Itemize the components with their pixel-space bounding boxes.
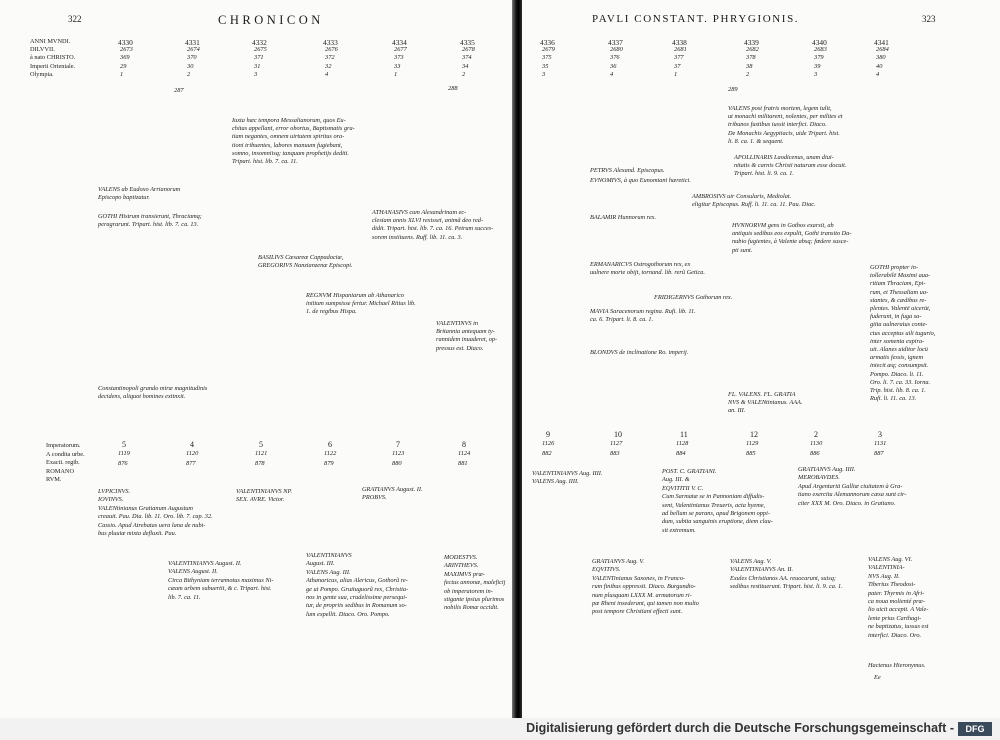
- consul-line: sedibus restituerunt. Tripart. hist. li. 9. ca. 1.: [730, 583, 843, 591]
- consul-year-label: Exacti. regib.: [46, 459, 80, 467]
- entry-line: ctus acceptus uili tugurio,: [870, 329, 936, 337]
- entry-line: APOLLINARIS Laodicenus, unam diui-: [734, 154, 834, 161]
- year-value: 2678: [462, 46, 475, 54]
- consul-line: creauit. Pau. Dia. lib. 11. Oro. lib. 7. cap. 32.: [98, 513, 213, 521]
- year-value: 39: [814, 62, 821, 70]
- year-label: ANNI MVNDI.: [30, 38, 71, 45]
- consul-line: VALENTINIANVS Aug. IIII.: [532, 470, 603, 477]
- consul-line: VALENTINIANVS An. II.: [730, 566, 794, 574]
- page-number: 323: [922, 14, 936, 24]
- entry-line: rum, et Thessaliam ua-: [870, 288, 929, 296]
- consul-year-value: 1131: [874, 440, 887, 447]
- consul-line: ad bellum se parans, apud Brigonem oppi-: [662, 510, 770, 517]
- consul-line: VALENS Aug. V.: [730, 558, 772, 565]
- consul-line: August. III.: [306, 560, 335, 568]
- entry-line: peragrarunt. Tripart. hist. lib. 7. ca. 13.: [98, 221, 199, 229]
- entry-line: nubio fugientes, à Valente absq; fœdere susce-: [732, 238, 849, 246]
- consul-line: rum finibus oppressit. Diaco. Burgundio-: [592, 583, 696, 591]
- consul-line: VALENTINIANVS NP.: [236, 488, 293, 495]
- consul-line: EQVITITII V. C.: [662, 484, 704, 492]
- year-value: 2682: [746, 46, 759, 54]
- entry-line: VALENS ab Eudoxo Arrianorum: [98, 186, 181, 193]
- entry-line: ritiam Thraciam, Epi-: [870, 280, 926, 288]
- consul-year-label: RVM.: [46, 476, 62, 484]
- entry-line: li. 8. ca. 1. & sequent.: [728, 137, 784, 145]
- year-value: 375: [542, 54, 552, 62]
- consul-year-value: 1128: [676, 440, 689, 447]
- year-value: 32: [325, 62, 332, 70]
- year-value: 2677: [394, 46, 407, 54]
- consul-year-value: 1122: [324, 450, 337, 457]
- consul-year-value: 5: [259, 440, 263, 449]
- consul-line: ob imperatorem in-: [444, 587, 493, 595]
- entry-line: stantes, & cædibus re-: [870, 296, 927, 304]
- year-value: 30: [187, 62, 194, 70]
- year-value: 33: [394, 62, 401, 70]
- consul-year-value: 886: [810, 450, 820, 457]
- consul-line: VALENS Aug. III.: [306, 568, 351, 576]
- consul-year-value: 881: [458, 460, 468, 467]
- consul-line: num plusquam LXXX M. armatorum ri-: [592, 591, 692, 599]
- consul-line: bus pluuiæ mixta defluxit. Pau.: [98, 530, 177, 537]
- year-value: 4335: [460, 38, 475, 47]
- year-value: 369: [120, 54, 130, 62]
- entry-line: an. III.: [728, 407, 746, 415]
- year-value: 29: [120, 62, 127, 70]
- footer-credit: Digitalisierung gefördert durch die Deutsche Forschungsgemeinschaft -: [526, 721, 954, 735]
- consul-line: Aug. III. &: [662, 476, 690, 484]
- entry-line: ATHANASIVS cum Alexandrinam ec-: [372, 209, 467, 216]
- consul-year-value: 1124: [458, 450, 471, 457]
- entry-line: BLONDVS de inclinatione Ro. imperij.: [590, 349, 689, 356]
- running-head: CHRONICON: [218, 13, 324, 27]
- consul-line: POST. C. GRATIANI.: [662, 468, 717, 475]
- consul-line: nobilis Romæ occidit.: [444, 604, 499, 612]
- consul-year-label: Imperatorum.: [46, 442, 81, 449]
- consul-line: IOVINVS.: [98, 496, 124, 504]
- consul-line: PROBVS.: [362, 494, 387, 502]
- consul-line: GRATIANVS August. II.: [362, 486, 423, 493]
- year-value: 370: [187, 54, 197, 62]
- consul-line: post tempore Christiani effecti sunt.: [592, 608, 683, 616]
- dfg-logo: DFG: [958, 722, 992, 736]
- year-value: 2: [187, 70, 191, 78]
- consul-line: Hactenus Hieronymus.: [868, 662, 926, 669]
- year-value: 4339: [744, 38, 759, 47]
- consul-year-value: 1129: [746, 440, 759, 447]
- consul-year-value: 878: [255, 460, 265, 467]
- entry-line: tribunos fustibus iussit interfici. Diaco.: [728, 121, 827, 129]
- consul-line: ge ut Pompo. Gruituguorũ rex, Christia-: [306, 585, 409, 593]
- consul-line: lib. 7. ca. 11.: [168, 593, 201, 601]
- consul-year-value: 1130: [810, 440, 823, 447]
- entry-line: sorem instituens. Ruff. lib. 11. ca. 3.: [372, 233, 463, 241]
- consul-line: GRATIANVS Aug. V.: [592, 558, 645, 565]
- year-value: 1: [394, 70, 398, 78]
- year-value: 3: [814, 70, 818, 78]
- year-value: 2673: [120, 46, 133, 54]
- consul-line: VALENTinianus Saxones, in Franco-: [592, 574, 685, 582]
- entry-line: FL. VALENS. FL. GRATIA: [728, 391, 796, 398]
- consul-year-value: 879: [324, 460, 334, 467]
- year-label: à nato CHRISTO.: [30, 54, 76, 62]
- year-value: 4341: [874, 38, 889, 47]
- entry-line: Pompo. Diaco. li. 11.: [870, 370, 924, 378]
- consul-line: dum, subita sanguinis eruptione, diem clau-: [662, 518, 773, 526]
- entry-line: chitas appellant, error obortus, Baptismatis gra-: [232, 125, 355, 133]
- year-value: 373: [394, 54, 404, 62]
- year-value: 378: [746, 54, 756, 62]
- consul-line: MODESTVS.: [444, 554, 478, 561]
- consul-line: tur, de propriis sedibus in Romanum so-: [306, 602, 407, 610]
- consul-line: pater. Thyrmis in Afri-: [868, 589, 925, 597]
- entry-line: REGNVM Hispaniarum ab Athanarico: [306, 292, 405, 299]
- consul-year-value: 885: [746, 450, 756, 457]
- year-value: 4334: [392, 38, 407, 47]
- consul-year-value: 1126: [542, 440, 555, 447]
- consul-line: cæam urbem subuertit, & c. Tripart. hist.: [168, 585, 272, 593]
- entry-line: nitatis & carnis Christi naturam esse docuit.: [734, 162, 847, 170]
- consul-line: GRATIANVS Aug. IIII.: [798, 466, 856, 473]
- entry-line: plentes. Valentē uicerūt,: [870, 305, 931, 312]
- year-value: 380: [876, 54, 886, 62]
- entry-line: rannidem inuaderet, op-: [436, 336, 498, 344]
- consul-year-value: 2: [814, 430, 818, 439]
- year-value: 2683: [814, 46, 827, 54]
- year-value: 2681: [674, 46, 687, 54]
- entry-line: Constantinopoli grando miræ magnitudinis: [98, 385, 208, 392]
- year-value: 4332: [252, 38, 267, 47]
- entry-line: fuderunt, in fuga sa-: [870, 313, 922, 321]
- consul-year-value: 1121: [255, 450, 268, 457]
- consul-line: MEROBAVDES.: [798, 474, 840, 482]
- consul-line: Cassio. Apud Atrebatas uera lana de nubi-: [98, 521, 206, 529]
- year-value: 374: [462, 54, 472, 62]
- entry-line: giita uulneratus conte-: [870, 321, 928, 329]
- consul-year-value: 5: [122, 440, 126, 449]
- consul-year-value: 1127: [610, 440, 623, 447]
- entry-line: clesiam annis XLVI rexisset, animã deo red-: [372, 217, 484, 225]
- year-value: 34: [462, 62, 469, 70]
- year-value: 4336: [540, 38, 555, 47]
- entry-line: 1. de regibus Hispa.: [306, 308, 357, 316]
- year-value: 3: [542, 70, 546, 78]
- year-value: 372: [325, 54, 335, 62]
- consul-line: Circa Bithyniam terræmotus maximus Ni-: [168, 576, 274, 584]
- consul-year-value: 884: [676, 450, 686, 457]
- entry-line: Iuxta hæc tempora Messalianorum, quos Eu-: [232, 117, 346, 124]
- entry-line: GOTHI Histrum transierunt, Thraciamq;: [98, 213, 202, 220]
- entry-line: Rufi. li. 11. ca. 13.: [870, 395, 917, 403]
- year-value: 2: [462, 70, 466, 78]
- left-page: [0, 0, 514, 718]
- entry-line: pressus est. Diaco.: [436, 344, 484, 352]
- entry-line: uit. Alanes uiditor locū: [870, 346, 928, 353]
- consul-line: Apud Argentariā Galliæ ciuitatem à Gra-: [798, 482, 903, 490]
- entry-line: tioni tribuentes, labores manuum fugiebant,: [232, 141, 343, 149]
- consul-year-value: 1119: [118, 450, 130, 457]
- year-value: 2680: [610, 46, 623, 54]
- entry-line: pti sunt.: [732, 246, 753, 254]
- right-page: [522, 0, 1000, 718]
- consul-line: VALENS August. II.: [168, 568, 218, 576]
- consul-line: interfici. Diaco. Oro.: [868, 631, 922, 639]
- year-value: 35: [542, 62, 549, 70]
- consul-line: Exules Christianos AA. reuocarunt, suisq;: [730, 574, 836, 582]
- entry-line: HVNNORVM gens in Gothos exarsit, ab: [732, 222, 834, 229]
- consul-line: lente prius Carthagi-: [868, 614, 922, 622]
- consul-line: Tiberius Theodosi-: [868, 581, 916, 589]
- consul-line: VALENS Aug. IIII.: [532, 478, 579, 486]
- consul-line: sent, Valentinianus Treueris, acta hyeme,: [662, 501, 766, 509]
- year-value: 2675: [254, 46, 267, 54]
- consul-line: tiano exercitu Alemannorum cæsa sunt cir-: [798, 491, 907, 499]
- page-number: 322: [68, 14, 82, 24]
- consul-year-value: 887: [874, 450, 884, 457]
- consul-line: ne baptizatus, iussus est: [868, 623, 929, 631]
- entry-line: EVNOMIVS, à quo Eunomiani hæretici.: [590, 177, 691, 184]
- entry-line: ca. 6. Tripart. li. 8. ca. 1.: [590, 316, 654, 324]
- entry-line: GREGORIVS Nanzianzenæ Episcopi.: [258, 262, 353, 270]
- year-label: Olympia.: [30, 70, 54, 78]
- consul-year-value: 9: [546, 430, 550, 439]
- signature-mark: Ee: [874, 674, 881, 681]
- entry-line: armatis fessis, ignem: [870, 354, 924, 362]
- year-value: 3: [254, 70, 258, 78]
- year-value: 38: [746, 62, 753, 70]
- year-value: 2684: [876, 46, 889, 54]
- olympiad-mark: 289: [728, 86, 738, 93]
- consul-line: Cum Sarmatæ se in Pannoniam diffudis-: [662, 493, 765, 501]
- year-value: 2: [746, 70, 750, 78]
- olympiad-mark: 288: [448, 85, 458, 92]
- year-value: 4: [876, 70, 880, 78]
- consul-line: NVS Aug. II.: [868, 572, 900, 580]
- consul-year-value: 877: [186, 460, 196, 467]
- entry-line: antiquis sedibus eos expulit, Gothi transito Da-: [732, 230, 852, 238]
- year-value: 31: [254, 62, 261, 70]
- consul-year-value: 12: [750, 430, 758, 439]
- year-label: DILVVII.: [30, 46, 55, 54]
- entry-line: didit. Tripart. hist. lib. 7. ca. 16. Petrum succes-: [372, 225, 494, 233]
- consul-year-label: A condita urbe.: [46, 450, 85, 458]
- consul-year-value: 880: [392, 460, 402, 467]
- entry-line: GOTHI propter in-: [870, 264, 919, 271]
- year-value: 2674: [187, 46, 200, 54]
- consul-year-value: 882: [542, 450, 552, 457]
- consul-line: lio uicit accepit. A Vale-: [868, 606, 929, 614]
- year-value: 4338: [672, 38, 687, 47]
- entry-line: FRIDIGERNVS Gothorum rex.: [654, 294, 733, 301]
- consul-year-value: 6: [328, 440, 332, 449]
- entry-line: iniecit æq; consumpsit.: [870, 362, 929, 370]
- entry-line: Britannia antequam ty-: [436, 328, 495, 336]
- consul-line: EQVITIVS.: [592, 566, 621, 574]
- consul-year-value: 7: [396, 440, 400, 449]
- year-value: 36: [610, 62, 617, 70]
- olympiad-mark: 287: [174, 87, 184, 94]
- entry-line: VALENS post fratris mortem, legem tulit,: [728, 105, 832, 112]
- consul-line: VALENTINIA-: [868, 564, 905, 572]
- consul-line: SEX. AVRE. Victor.: [236, 496, 285, 504]
- entry-line: ERMANARICVS Ostrogothorum rex, ex: [590, 261, 691, 268]
- entry-line: eligitur Episcopus. Ruff. li. 11. ca. 11. Pau. Diac.: [692, 201, 816, 209]
- entry-line: BASILIVS Cæsareæ Cappadociæ,: [258, 254, 344, 261]
- consul-line: fectus annonæ, maleficij: [444, 579, 506, 587]
- entry-line: uulnere morte obijt, tornand. lib. rerũ Getica.: [590, 269, 705, 277]
- entry-line: tiam negantes, omnem uirtutem spiritus ora-: [232, 133, 345, 141]
- year-label: Imperii Orientale.: [30, 62, 76, 70]
- consul-line: lum expellit. Diaco. Oro. Pompo.: [306, 610, 390, 618]
- year-value: 40: [876, 62, 883, 70]
- year-value: 2676: [325, 46, 338, 54]
- year-value: 4330: [118, 38, 133, 47]
- year-value: 4: [325, 70, 329, 78]
- consul-line: pæ Rheni insederant, qui tamen non multo: [592, 600, 699, 607]
- entry-line: VALENTINVS in: [436, 320, 479, 327]
- entry-line: BALAMIR Hunnorum rex.: [590, 214, 657, 221]
- entry-line: tollerabilē Maximi aua-: [870, 272, 931, 280]
- entry-line: AMBROSIVS uir Consularis, Mediolat.: [692, 193, 792, 200]
- consul-line: ca noua molienté præ-: [868, 598, 925, 605]
- consul-line: VALENTINIANVS: [306, 552, 352, 559]
- year-value: 2679: [542, 46, 555, 54]
- year-value: 37: [674, 62, 681, 70]
- entry-line: Tripart. hist. li. 9. ca. 1.: [734, 170, 795, 178]
- consul-line: VALENTINIANVS August. II.: [168, 560, 242, 567]
- year-value: 4: [610, 70, 614, 78]
- entry-line: Trip. hist. lib. 8. ca. 1.: [870, 387, 926, 394]
- consul-line: stigante ipsius plurimos: [444, 596, 505, 603]
- consul-year-value: 11: [680, 430, 688, 439]
- consul-line: VALENS Aug. VI.: [868, 556, 913, 563]
- consul-year-value: 876: [118, 460, 128, 467]
- consul-line: LVPICINVS.: [98, 488, 131, 495]
- consul-year-value: 883: [610, 450, 620, 457]
- consul-line: sit extremum.: [662, 526, 696, 534]
- year-value: 1: [120, 70, 124, 78]
- consul-line: nos in gente sua, crudelissime persequi-: [306, 594, 408, 601]
- year-value: 4337: [608, 38, 623, 47]
- consul-line: VALENtinianus Gratianum Augustum: [98, 504, 193, 512]
- consul-line: Athanaricus, alias Alericus, Gothorũ re-: [306, 577, 408, 585]
- entry-line: somno, insomniisq; tanquam prophetijs dediti.: [232, 149, 349, 157]
- consul-year-label: ROMANO: [46, 467, 74, 475]
- consul-year-value: 8: [462, 440, 466, 449]
- entry-line: PETRVS Alexand. Episcopus.: [590, 167, 665, 174]
- entry-line: Tripart. hist. lib. 7. ca. 11.: [232, 158, 298, 165]
- consul-year-value: 4: [190, 440, 194, 449]
- entry-line: MAVIA Saracenorum regina. Rufi. lib. 11.: [590, 308, 696, 315]
- consul-year-value: 3: [878, 430, 882, 439]
- entry-line: De Monachis Aegyptiacis, uide Tripart. hist.: [728, 129, 840, 137]
- consul-line: citer XXX M. Oro. Diaco. in Gratiano.: [798, 499, 896, 507]
- consul-line: ARINTHEVS.: [444, 562, 479, 570]
- entry-line: initium sumpsisse fertur. Michael Ritius lib.: [306, 300, 416, 308]
- year-value: 4333: [323, 38, 338, 47]
- consul-year-value: 1120: [186, 450, 199, 457]
- entry-line: decidens, aliquot homines extinxit.: [98, 393, 186, 401]
- entry-line: Oro. li. 7. ca. 33. Iorna.: [870, 378, 931, 386]
- digitization-footer: [0, 718, 1000, 740]
- entry-line: Episcopo baptizatur.: [98, 194, 150, 202]
- year-value: 376: [610, 54, 620, 62]
- year-value: 377: [674, 54, 684, 62]
- year-value: 371: [254, 54, 264, 62]
- year-value: 4340: [812, 38, 827, 47]
- year-value: 1: [674, 70, 678, 78]
- entry-line: NVS & VALENtinianus. AAA.: [728, 399, 803, 407]
- entry-line: ut monachi militarent, nolentes, per milites et: [728, 113, 843, 121]
- entry-line: inter somenta expira-: [870, 337, 925, 345]
- year-value: 379: [814, 54, 824, 62]
- running-head: PAVLI CONSTANT. PHRYGIONIS.: [592, 13, 800, 25]
- year-value: 4331: [185, 38, 200, 47]
- consul-line: MAXIMVS præ-: [444, 570, 485, 578]
- consul-year-value: 10: [614, 430, 622, 439]
- consul-year-value: 1123: [392, 450, 405, 457]
